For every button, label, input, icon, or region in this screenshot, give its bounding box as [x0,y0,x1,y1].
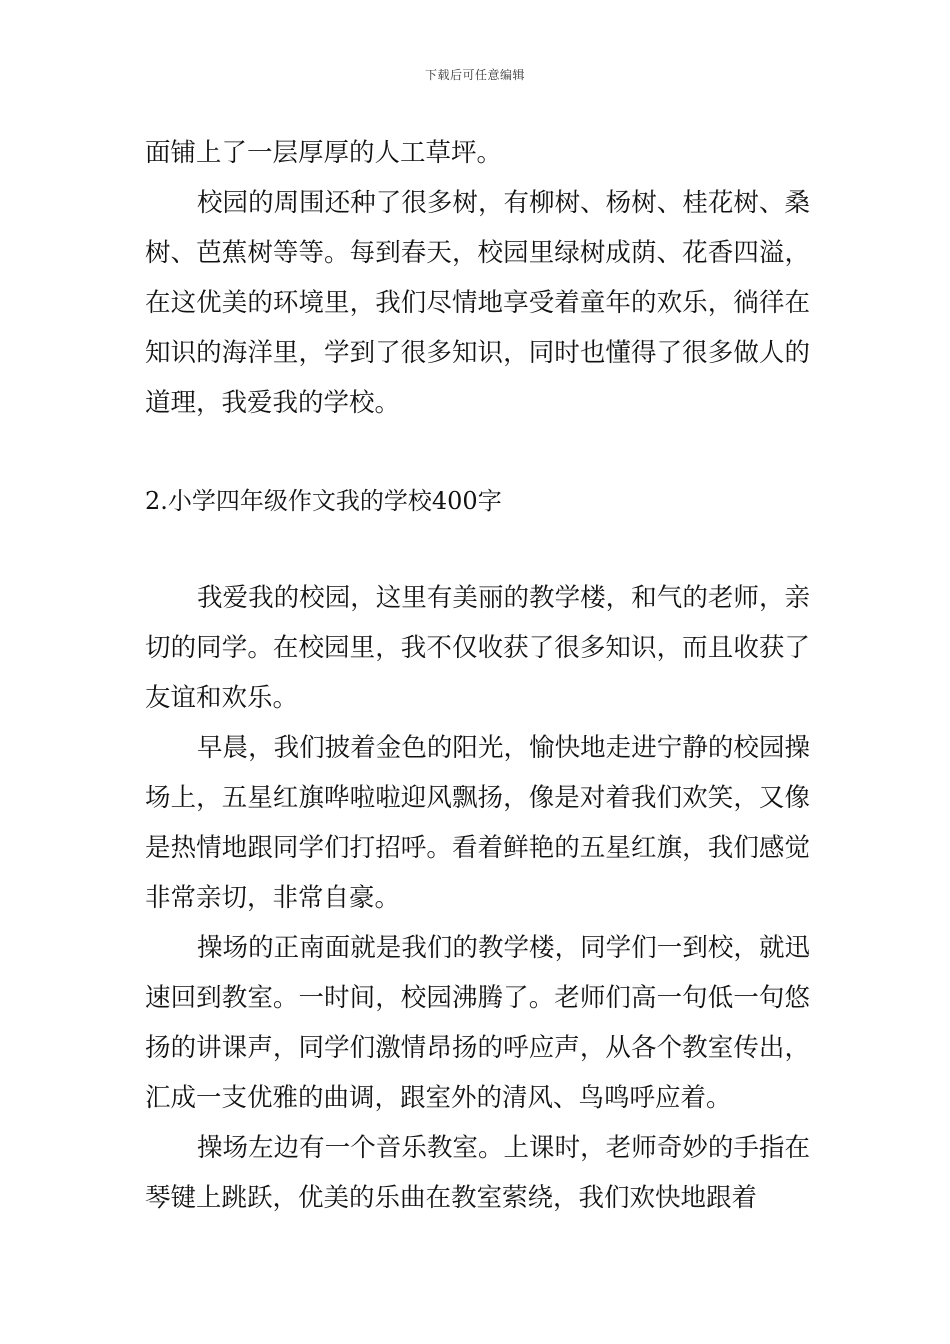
paragraph-morning: 早晨，我们披着金色的阳光，愉快地走进宁静的校园操场上，五星红旗哗啦啦迎风飘扬，像是对着我们欢笑，又像是热情地跟同学们打招呼。看着鲜艳的五星红旗，我们感觉非常亲切，非常自豪。 [145,733,810,913]
paragraph-continuation: 面铺上了一层厚厚的人工草坪。 [145,138,503,168]
paragraph-classroom-building: 操场的正南面就是我们的教学楼，同学们一到校，就迅速回到教室。一时间，校园沸腾了。老师们高一句低一句悠扬的讲课声，同学们激情昂扬的呼应声，从各个教室传出，汇成一支优雅的曲调，跟室外的清风、鸟鸣呼应着。 [145,933,810,1113]
paragraph-music-room: 操场左边有一个音乐教室。上课时，老师奇妙的手指在琴键上跳跃，优美的乐曲在教室萦绕，我们欢快地跟着 [145,1133,810,1213]
page-header-note: 下载后可任意编辑 [424,68,525,82]
document-body [145,128,810,1223]
section-title: 2.小学四年级作文我的学校400字 [145,487,502,515]
paragraph-intro: 我爱我的校园，这里有美丽的教学楼，和气的老师，亲切的同学。在校园里，我不仅收获了很多知识，而且收获了友谊和欢乐。 [145,583,810,713]
paragraph-trees: 校园的周围还种了很多树，有柳树、杨树、桂花树、桑树、芭蕉树等等。每到春天，校园里绿树成荫、花香四溢，在这优美的环境里，我们尽情地享受着童年的欢乐，徜徉在知识的海洋里，学到了很多知识，同时也懂得了很多做人的道理，我爱我的学校。 [145,188,810,418]
